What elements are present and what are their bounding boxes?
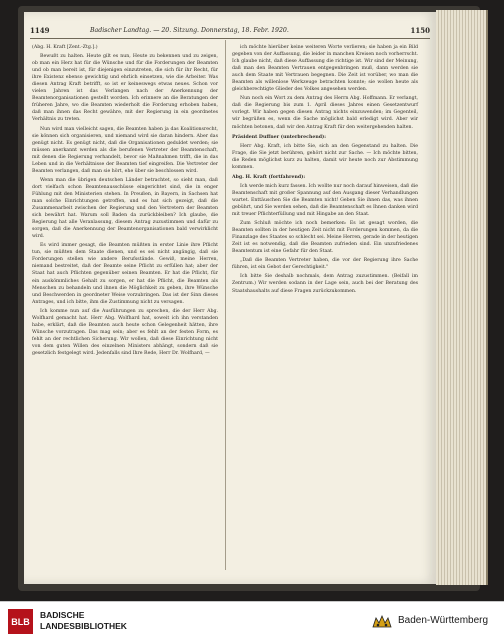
running-title: Badischer Landtag. — 20. Sitzung. Donnerstag, 18. Febr. 1920. xyxy=(90,27,289,34)
blb-logo[interactable]: BLB xyxy=(8,609,33,634)
text-paragraph: Bewußt zu halten. Heute gilt es nun, Heute zu bekennen und zu zeigen, ob man ein Herz hat für die Wünsche und für die Forderungen der Beamten und ob man bereit ist, für diejenigen einzutreten, die sich für ihr Recht, für ihre Existenz ebenso gewichtig und ehrlich einsetzen, wie die Arbeiter. Was diesen Antrag Kraft betrifft, so ist er keineswegs etwas neues. Schon vor vielen Jahren ist das Verlangen nach der Anerkennung der Beamtenorganisationen gestellt worden. Ich erinnere an die Beratungen der früheren Jahre, wo die Beamten wiederholt die Forderung erhoben haben, daß man ihnen das Recht gewähre, mit der Regierung in ein geordnetes Verhältnis zu treten. xyxy=(32,54,218,123)
text-paragraph: Herr Abg. Kraft, ich bitte Sie, sich an den Gegenstand zu halten. Die Frage, die Sie jetzt berühren, gehört nicht zur Sache. — Ich möchte bitten, die Reden möglichst kurz zu halten, damit wir heute noch zur Abstimmung kommen. xyxy=(232,143,418,170)
blb-line-2: LANDESBIBLIOTHEK xyxy=(40,621,127,631)
text-paragraph: Ich werde mich kurz fassen. Ich wollte nur noch darauf hinweisen, daß die Beamtenschaft mit großer Spannung auf den Ausgang dieser Verhandlungen wartet. Enttäuschen Sie die Beamten nicht! Geben Sie ihnen das, was ihnen gebührt, und Sie werden sehen, daß die Beamtenschaft es Ihnen danken wird mit treuer Pflichterfüllung und mit Hingabe an den Staat. xyxy=(232,183,419,218)
text-paragraph: „Daß die Beamten Vertreter haben, die vor der Regierung ihre Sache führen, ist ein Gebot der Gerechtigkeit." xyxy=(232,258,418,271)
text-paragraph: Zum Schluß möchte ich noch bemerken: Es ist gesagt worden, die Beamten sollten in der heutigen Zeit nicht mit Forderungen kommen, da die Finanzlage des Staates so schlecht sei. Meine Herren, gerade in der heutigen Zeit ist es notwendig, daß die Beamten zufrieden sind. Ein unzufriedenes Beamtentum ist eine Gefahr für den Staat. xyxy=(232,221,418,255)
text-paragraph: Wenn man die übrigen deutschen Länder betrachtet, so sieht man, daß dort vielfach schon Beamtenausschüsse eingerichtet sind, die in enger Fühlung mit den Ministerien stehen. In Preußen, in Bayern, in Sachsen hat man solche Einrichtungen getroffen, und es hat sich gezeigt, daß die Zusammenarbeit zwischen der Regierung und den Vertretern der Beamten sich bewährt hat. Warum soll Baden da zurückbleiben? Ich glaube, die Regierung hat alle Veranlassung, diesem Antrag zuzustimmen und dafür zu sorgen, daß die Anerkennung der Beamtenorganisationen bald verwirklicht wird. xyxy=(32,177,218,240)
text-paragraph: Ich komme nun auf die Ausführungen zu sprechen, die der Herr Abg. Wolfhard gemacht hat. Herr Abg. Wolfhard hat, soweit ich ihn verstanden habe, erklärt, daß die Beamten auch heute schon Gelegenheit hätten, ihre Wünsche vorzutragen. Das mag sein; aber es fehlt an der festen Form, es fehlt an der rechtlichen Sicherung. Wir wollen, daß diese Einrichtung nicht von dem guten Willen des einzelnen Ministers abhängt, sondern daß sie gesetzlich festgelegt wird. Jedenfalls sind Ihre Rede, Herr Dr. Wolfhard, — xyxy=(32,308,218,356)
page-number-left: 1149 xyxy=(30,26,50,35)
page-number-right: 1150 xyxy=(410,26,430,35)
speaker-label: (Abg. H. Kraft [Zent.-Ztg.].) xyxy=(32,45,98,50)
book-page xyxy=(24,12,436,584)
header-rule xyxy=(30,38,430,39)
speaker-heading: Abg. H. Kraft (fortfahrend): xyxy=(232,174,306,180)
page-edges xyxy=(436,10,488,585)
left-column xyxy=(32,44,218,359)
text-paragraph: Nun wird man vielleicht sagen, die Beamten haben ja das Koalitionsrecht, sie können sich organisieren, und niemand wird sie daran hindern. Aber das genügt nicht. Es genügt nicht, daß die Organisationen geduldet werden; sie müssen anerkannt werden als die berufenen Vertreter der Beamtenschaft, mit denen die Regierung verhandelt, bevor sie Maßnahmen trifft, die in das Leben und in die Verhältnisse der Beamten tief eingreifen. Die Vertreter der Beamten verlangen, daß man sie hört, ehe über sie beschlossen wird. xyxy=(32,126,218,174)
footer-bar xyxy=(0,601,504,642)
bw-lion-icon xyxy=(370,613,394,631)
text-paragraph: Nun noch ein Wort zu dem Antrag des Herrn Abg. Hoffmann. Er verlangt, daß die Regierung bis zum 1. April dieses Jahres einen Gesetzentwurf vorlegt. Wir haben gegen diesen Antrag nichts einzuwenden; im Gegenteil, wir begrüßen es, wenn die Sache möglichst bald erledigt wird. Aber wir möchten betonen, daß wir den Antrag Kraft für den weitergehenden halten. xyxy=(232,96,418,130)
blb-line-1: BADISCHE xyxy=(40,610,85,620)
right-column xyxy=(232,44,418,297)
column-divider xyxy=(225,40,226,570)
text-paragraph: Ich bitte Sie deshalb nochmals, dem Antrag zuzustimmen. (Beifall im Zentrum.) Wir werden sodann in der Lage sein, auch bei der Beratung des Staatshaushalts auf diese Fragen zurückzukommen. xyxy=(232,274,418,294)
text-paragraph: ich möchte hierüber keine weiteren Worte verlieren; sie haben ja ein Bild gegeben von der Auffassung, die leider in manchen Kreisen noch vorherrscht. Ich glaube nicht, daß diese Auffassung die richtige ist. Wir sind der Meinung, daß man den Beamten Vertrauen entgegenbringen muß, dann werden sie auch dem Staate mit Vertrauen begegnen. Die Zeit ist vorüber, wo man die Beamten als willenlose Werkzeuge betrachten konnte; sie wollen heute als gleichberechtigte Glieder des Volkes angesehen werden. xyxy=(232,45,419,93)
text-paragraph: Es wird immer gesagt, die Beamten müßten in erster Linie ihre Pflicht tun, sie müßten dem Staate dienen, und es sei nicht angängig, daß sie Forderungen stellen wie andere Berufsstände. Gewiß, meine Herren, niemand bestreitet, daß der Beamte seine Pflicht zu erfüllen hat; aber der Staat hat auch Pflichten gegenüber seinen Beamten. Er hat die Pflicht, für ein auskömmliches Gehalt zu sorgen, er hat die Pflicht, die Beamten als Menschen zu behandeln und ihnen die Möglichkeit zu geben, ihre Wünsche und Beschwerden in geordneter Weise vorzubringen. Das ist der Sinn dieses Antrages, und ich bitte, ihm die Zustimmung nicht zu versagen. xyxy=(32,243,218,305)
blb-name[interactable] xyxy=(40,610,127,632)
speaker-heading: Präsident Duffner (unterbrechend): xyxy=(232,134,326,140)
bw-wordmark[interactable]: Baden-Württemberg xyxy=(398,615,489,626)
